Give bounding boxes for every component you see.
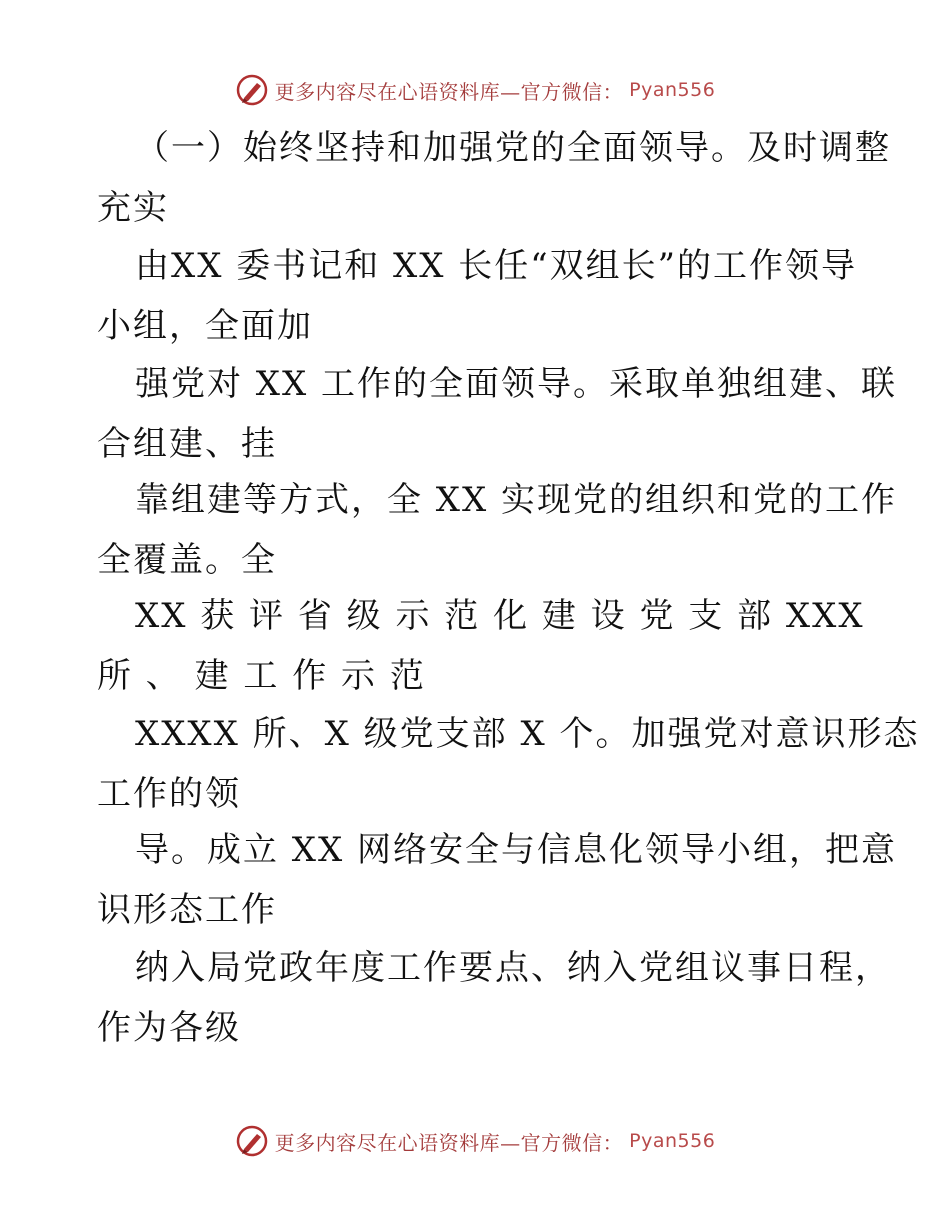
red-pen-logo-icon [235, 1124, 269, 1158]
paragraph-3 [97, 354, 898, 474]
paragraph-line: 工作的领 [97, 774, 241, 814]
paragraph-line: 充实 [97, 188, 169, 228]
red-pen-logo-icon [235, 73, 269, 107]
paragraph-line: （一）始终坚持和加强党的全面领导。及时调整 [135, 128, 891, 168]
paragraph-7 [97, 820, 898, 940]
paragraph-line: 识形态工作 [97, 890, 277, 930]
paragraph-4 [97, 470, 898, 590]
paragraph-line: 合组建、挂 [97, 424, 277, 464]
footer-watermark [0, 1121, 950, 1161]
paragraph-line: 纳入局党政年度工作要点、纳入党组议事日程， [135, 948, 891, 988]
paragraph-line: 导。成立 XX 网络安全与信息化领导小组，把意 [135, 830, 898, 870]
paragraph-2 [97, 236, 857, 356]
paragraph-line: 全覆盖。全 [97, 540, 277, 580]
paragraph-5 [97, 586, 865, 706]
watermark-text: 更多内容尽在心语资料库—官方微信： [274, 79, 624, 104]
paragraph-line: 由XX 委书记和 XX 长任“双组长”的工作领导 [135, 246, 858, 286]
paragraph-line: 所 、 建 工 作 示 范 [97, 656, 426, 696]
paragraph-6 [97, 704, 920, 824]
watermark-wechat-id: Pyan556 [629, 79, 716, 101]
paragraph-line: 靠组建等方式，全 XX 实现党的组织和党的工作 [135, 480, 898, 520]
watermark-text: 更多内容尽在心语资料库—官方微信： [274, 1130, 624, 1155]
paragraph-line: XX 获 评 省 级 示 范 化 建 设 党 支 部 XXX [135, 596, 865, 636]
paragraph-1 [97, 118, 891, 238]
watermark-wechat-id: Pyan556 [629, 1130, 716, 1152]
header-watermark [0, 70, 950, 110]
paragraph-8 [97, 938, 891, 1058]
paragraph-line: XXXX 所、X 级党支部 X 个。加强党对意识形态 [135, 714, 920, 754]
paragraph-line: 强党对 XX 工作的全面领导。采取单独组建、联 [135, 364, 898, 404]
paragraph-line: 作为各级 [97, 1008, 241, 1048]
paragraph-line: 小组，全面加 [97, 306, 313, 346]
